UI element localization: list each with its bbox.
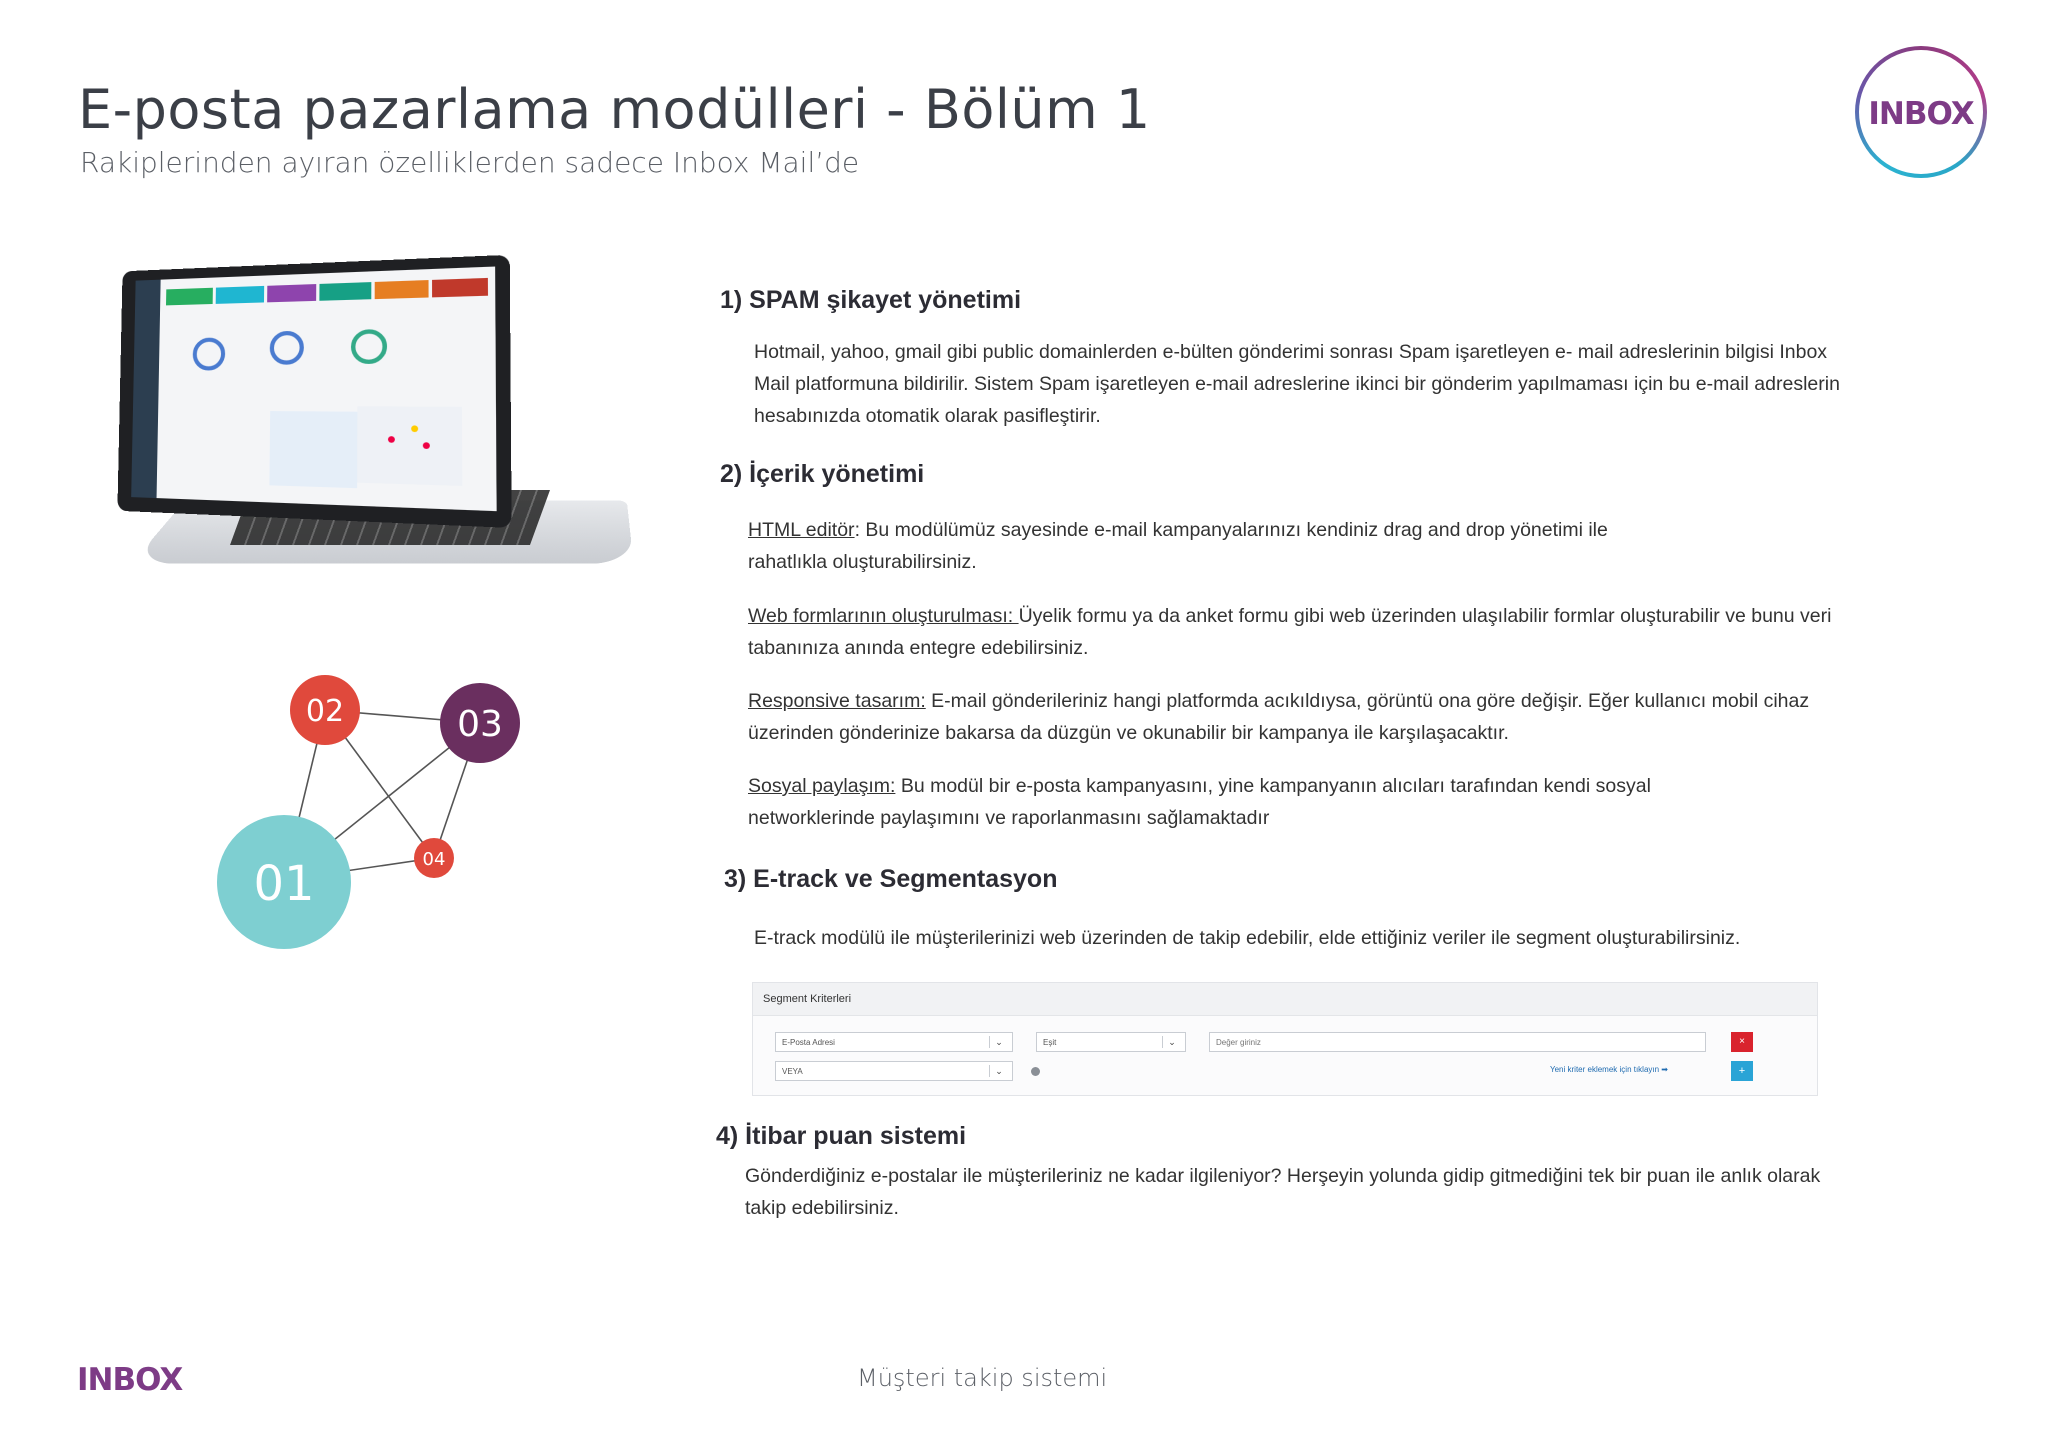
chevron-down-icon: ⌄ [989, 1036, 1008, 1048]
chevron-down-icon: ⌄ [1162, 1036, 1181, 1048]
value-input[interactable] [1209, 1032, 1706, 1052]
html-editor-term: HTML editör [748, 519, 855, 541]
section-2-heading: 2) İçerik yönetimi [720, 460, 925, 488]
segment-criteria-panel [752, 982, 1818, 1096]
node-01-label: 01 [253, 856, 315, 912]
responsive-term: Responsive tasarım: [748, 690, 926, 712]
laptop-screen [117, 255, 511, 528]
node-03-label: 03 [457, 704, 503, 745]
web-forms-text: Üyelik formu ya da anket formu gibi web üzerinden ulaşılabilir formlar oluşturabilir ve bunu veri tabanınıza anında entegre edebilirsiniz. [748, 605, 1832, 659]
inbox-logo [1855, 46, 1987, 178]
social-term: Sosyal paylaşım: [748, 775, 896, 797]
social-text: Bu modül bir e-posta kampanyasını, yine kampanyanın alıcıları tarafından kendi sosyal networklerinde paylaşımını ve raporlanmasını sağlamaktadır [748, 775, 1651, 829]
field-select[interactable] [775, 1032, 1013, 1052]
content-item-web-forms [748, 600, 1838, 664]
section-4-heading: 4) İtibar puan sistemi [716, 1122, 967, 1150]
add-criterion-link[interactable]: Yeni kriter eklemek için tıklayın ➡ [1550, 1065, 1669, 1074]
dashboard-screenshot [131, 267, 496, 512]
node-04-label: 04 [422, 849, 446, 870]
operator-select-value: Eşit [1043, 1038, 1057, 1047]
network-diagram [200, 660, 540, 960]
content-item-social [748, 770, 1778, 834]
section-3-body: E-track modülü ile müşterilerinizi web üzerinden de takip edebilir, elde ettiğiniz veriler ile segment oluşturabilirsiniz. [754, 927, 1741, 949]
content-item-html-editor [748, 514, 1678, 578]
section-1-heading: 1) SPAM şikayet yönetimi [720, 286, 1022, 314]
section-4-body: Gönderdiğiniz e-postalar ile müşterileriniz ne kadar ilgileniyor? Herşeyin yolunda gidip gitmediğini tek bir puan ile anlık olarak takip edebilirsiniz. [745, 1165, 1821, 1219]
section-3-heading: 3) E-track ve Segmentasyon [724, 865, 1058, 893]
responsive-text: E-mail gönderileriniz hangi platformda acıkıldıysa, görüntü ona göre değişir. Eğer kullanıcı mobil cihaz üzerinden gönderinize bakarsa da düzgün ve okunabilir bir kampanya ile karşılaşacaktır. [748, 690, 1810, 744]
logic-select-value: VEYA [782, 1067, 803, 1076]
remove-criterion-button[interactable]: × [1731, 1032, 1753, 1052]
content-item-responsive [748, 685, 1838, 749]
operator-select[interactable] [1036, 1032, 1186, 1052]
footer-logo: INBOX [77, 1362, 183, 1398]
segment-panel-title: Segment Kriterleri [763, 993, 852, 1005]
logic-select[interactable] [775, 1061, 1013, 1081]
laptop-illustration [120, 270, 650, 600]
page-subtitle: Rakiplerinden ayıran özelliklerden sadece Inbox Mail’de [80, 146, 860, 179]
field-select-value: E-Posta Adresi [782, 1038, 835, 1047]
chevron-down-icon: ⌄ [989, 1065, 1008, 1077]
footer-text: Müşteri takip sistemi [857, 1364, 1108, 1392]
page-title: E-posta pazarlama modülleri - Bölüm 1 [78, 78, 1151, 141]
section-1-body: Hotmail, yahoo, gmail gibi public domainlerden e-bülten gönderimi sonrası Spam işaretleyen e- mail adreslerinin bilgisi Inbox Mail platformuna bildirilir. Sistem Spam işaretleyen e-mail adreslerine ikinci bir gönderim yapılmaması için bu e-mail adreslerin hesabınızda otomatik olarak pasifleştirir. [754, 341, 1840, 427]
add-criterion-button[interactable]: + [1731, 1061, 1753, 1081]
node-02-label: 02 [305, 694, 345, 729]
web-forms-term: Web formlarının oluşturulması: [748, 605, 1019, 627]
info-icon[interactable] [1031, 1067, 1040, 1076]
logo-text: INBOX [1868, 96, 1974, 132]
html-editor-text: : Bu modülümüz sayesinde e-mail kampanyalarınızı kendiniz drag and drop yönetimi ile rahatlıkla oluşturabilirsiniz. [748, 519, 1608, 573]
